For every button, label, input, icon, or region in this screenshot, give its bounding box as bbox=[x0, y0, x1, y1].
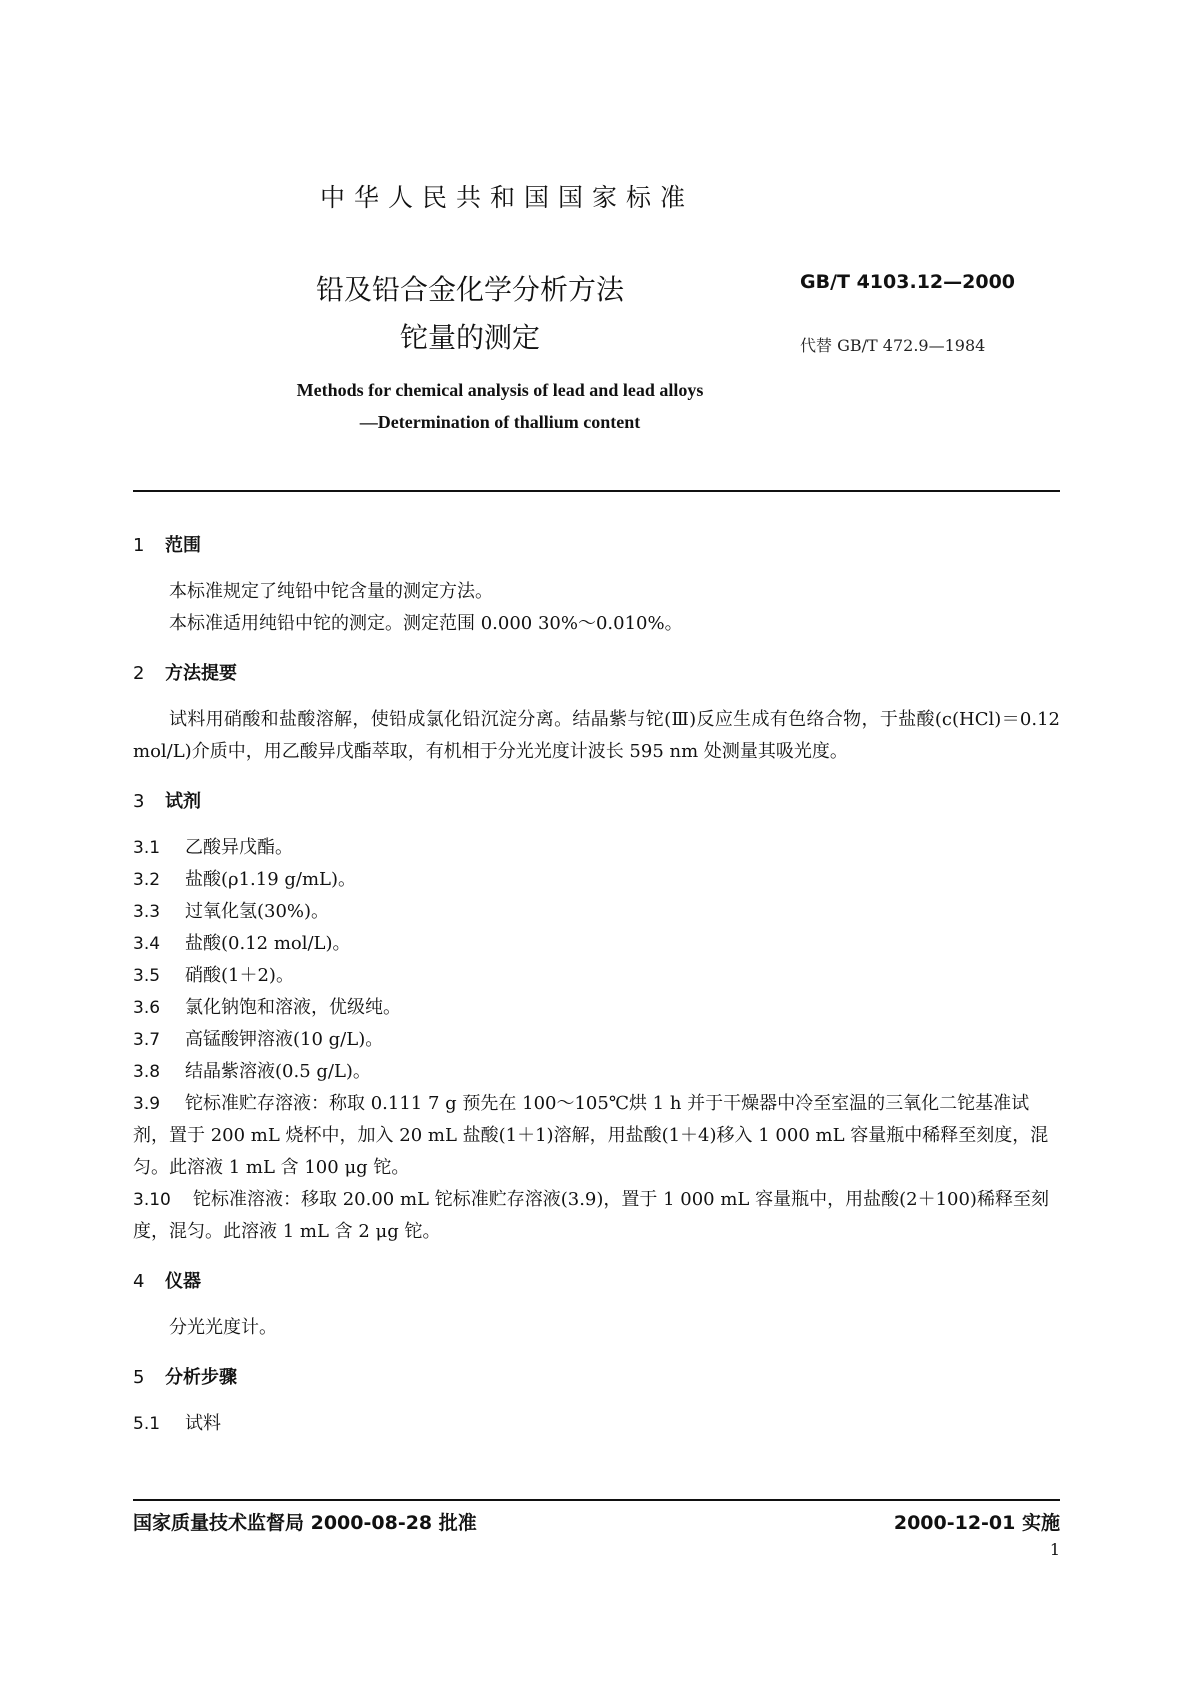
item-text: 结晶紫溶液(0.5 g/L)。 bbox=[185, 1061, 371, 1082]
item-number: 3.5 bbox=[133, 966, 161, 986]
reagent-item bbox=[133, 1184, 1060, 1248]
national-standard-heading: 中华人民共和国国家标准 bbox=[319, 183, 694, 212]
item-number: 3.6 bbox=[133, 998, 161, 1018]
page-number: 1 bbox=[1049, 1540, 1060, 1559]
standard-number: GB/T 4103.12—2000 bbox=[800, 271, 1016, 293]
item-text: 过氧化氢(30%)。 bbox=[185, 901, 330, 922]
reagent-item bbox=[133, 1088, 1060, 1184]
item-text: 铊标准贮存溶液：称取 0.111 7 g 预先在 100～105℃烘 1 h 并于干燥器中冷至室温的三氧化二铊基准试剂，置于 200 mL 烧杯中，加入 20 mL 盐酸(1＋1)溶解，用盐酸(1＋4)移入 1 000 mL 容量瓶中稀释至刻度，混匀。此溶液 1 mL 含 100 μg 铊。 bbox=[133, 1093, 1049, 1178]
item-text: 硝酸(1＋2)。 bbox=[185, 965, 294, 986]
item-number: 3.7 bbox=[133, 1030, 161, 1050]
reagent-item bbox=[133, 992, 1060, 1024]
replaces-standard: 代替 GB/T 472.9—1984 bbox=[800, 336, 986, 355]
section-title: 试剂 bbox=[165, 791, 201, 812]
item-number: 3.10 bbox=[133, 1190, 171, 1210]
reagent-item bbox=[133, 960, 1060, 992]
section-number: 4 bbox=[133, 1271, 145, 1292]
section-title: 分析步骤 bbox=[165, 1367, 237, 1388]
item-number: 3.3 bbox=[133, 902, 161, 922]
section-title: 仪器 bbox=[165, 1271, 201, 1292]
document-body bbox=[133, 530, 1060, 1440]
procedure-item bbox=[133, 1408, 1060, 1440]
top-divider bbox=[133, 490, 1060, 492]
approval-line: 国家质量技术监督局 2000-08-28 批准 bbox=[133, 1512, 477, 1534]
item-text: 氯化钠饱和溶液，优级纯。 bbox=[185, 997, 401, 1018]
reagent-item bbox=[133, 1056, 1060, 1088]
section-2-heading bbox=[133, 658, 1060, 690]
section-number: 1 bbox=[133, 535, 145, 556]
english-title bbox=[180, 374, 820, 438]
section-1-paragraph-2: 本标准适用纯铅中铊的测定。测定范围 0.000 30%～0.010%。 bbox=[169, 613, 683, 634]
item-number: 3.4 bbox=[133, 934, 161, 954]
item-number: 3.8 bbox=[133, 1062, 161, 1082]
item-number: 3.9 bbox=[133, 1094, 161, 1114]
section-4-paragraph: 分光光度计。 bbox=[169, 1317, 277, 1338]
item-text: 盐酸(ρ1.19 g/mL)。 bbox=[185, 869, 357, 890]
implementation-date: 2000-12-01 实施 bbox=[893, 1512, 1060, 1534]
section-4-heading bbox=[133, 1266, 1060, 1298]
reagent-item bbox=[133, 832, 1060, 864]
section-2-paragraph: 试料用硝酸和盐酸溶解，使铅成氯化铅沉淀分离。结晶紫与铊(Ⅲ)反应生成有色络合物，于盐酸(c(HCl)＝0.12 mol/L)介质中，用乙酸异戊酯萃取，有机相于分光光度计波长 595 nm 处测量其吸光度。 bbox=[133, 709, 1060, 762]
item-number: 3.1 bbox=[133, 838, 161, 858]
reagent-item bbox=[133, 1024, 1060, 1056]
item-number: 3.2 bbox=[133, 870, 161, 890]
section-1-heading bbox=[133, 530, 1060, 562]
english-title-line2: —Determination of thallium content bbox=[359, 412, 641, 432]
section-3-heading bbox=[133, 786, 1060, 818]
reagent-item bbox=[133, 896, 1060, 928]
section-number: 5 bbox=[133, 1367, 145, 1388]
item-text: 试料 bbox=[185, 1413, 221, 1434]
english-title-line1: Methods for chemical analysis of lead and lead alloys bbox=[296, 380, 704, 400]
item-number: 5.1 bbox=[133, 1414, 161, 1434]
item-text: 乙酸异戊酯。 bbox=[185, 837, 293, 858]
section-title: 范围 bbox=[165, 535, 201, 556]
chinese-title bbox=[250, 266, 690, 362]
item-text: 铊标准溶液：移取 20.00 mL 铊标准贮存溶液(3.9)，置于 1 000 mL 容量瓶中，用盐酸(2＋100)稀释至刻度，混匀。此溶液 1 mL 含 2 μg 铊。 bbox=[133, 1189, 1049, 1242]
section-number: 2 bbox=[133, 663, 145, 684]
chinese-title-line1: 铅及铅合金化学分析方法 bbox=[315, 273, 624, 306]
item-text: 高锰酸钾溶液(10 g/L)。 bbox=[185, 1029, 384, 1050]
section-number: 3 bbox=[133, 791, 145, 812]
reagent-item bbox=[133, 864, 1060, 896]
item-text: 盐酸(0.12 mol/L)。 bbox=[185, 933, 351, 954]
section-1-paragraph-1: 本标准规定了纯铅中铊含量的测定方法。 bbox=[169, 581, 493, 602]
bottom-divider bbox=[133, 1499, 1060, 1501]
chinese-title-line2: 铊量的测定 bbox=[399, 321, 540, 354]
section-title: 方法提要 bbox=[165, 663, 237, 684]
reagent-item bbox=[133, 928, 1060, 960]
section-5-heading bbox=[133, 1362, 1060, 1394]
